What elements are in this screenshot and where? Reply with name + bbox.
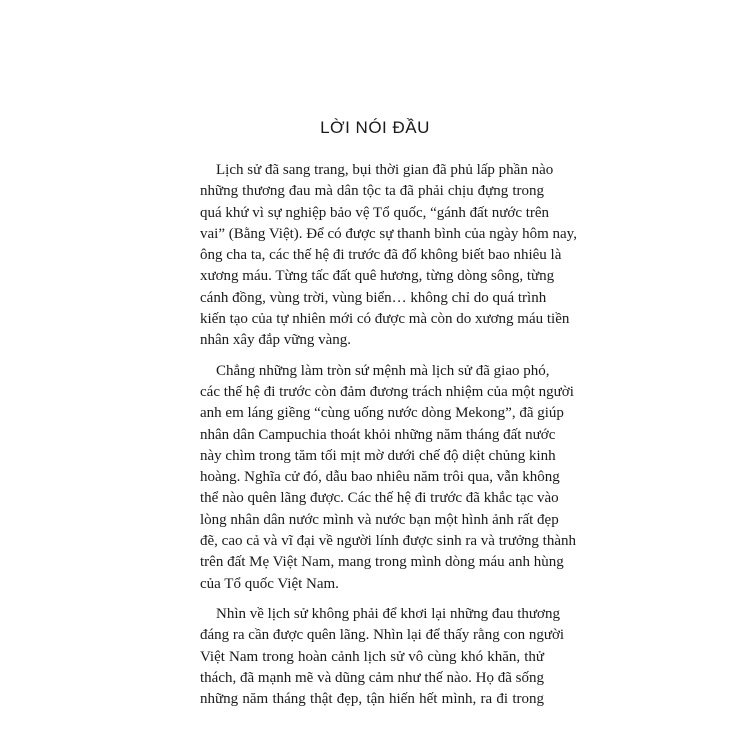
text-line: đẽ, cao cả và vĩ đại về người lính được sinh ra và trưởng thành	[200, 533, 576, 550]
text-line: Lịch sử đã sang trang, bụi thời gian đã phủ lấp phần nào	[216, 162, 554, 178]
body-text	[200, 160, 577, 719]
page-title: LỜI NÓI ĐẦU	[320, 118, 430, 137]
text-line: nhân xây đắp vững vàng.	[200, 332, 352, 349]
text-line: thách, đã mạnh mẽ và dũng cảm như thế nào. Họ đã sống	[200, 669, 544, 686]
text-line: đáng ra cần được quên lãng. Nhìn lại để thấy rằng con người	[200, 627, 565, 644]
text-line: quá khứ vì sự nghiệp bảo vệ Tổ quốc, “gánh đất nước trên	[200, 204, 550, 221]
text-line: những thương đau mà dân tộc ta đã phải chịu đựng trong	[200, 183, 544, 200]
text-line: trên đất Mẹ Việt Nam, mang trong mình dòng máu anh hùng	[200, 554, 564, 571]
text-line: xương máu. Từng tấc đất quê hương, từng dòng sông, từng	[200, 268, 555, 285]
text-line: những năm tháng thật đẹp, tận hiến hết mình, ra đi trong	[200, 691, 544, 708]
paragraph-3	[200, 604, 565, 710]
text-line: này chìm trong tăm tối mịt mờ dưới chế độ diệt chủng kinh	[200, 447, 556, 464]
paragraph-2	[200, 361, 576, 595]
text-line: của Tổ quốc Việt Nam.	[200, 575, 339, 592]
text-line: thể nào quên lãng được. Các thế hệ đi trước đã khắc tạc vào	[200, 490, 559, 507]
text-line: Việt Nam trong hoàn cảnh lịch sử vô cùng khó khăn, thử	[200, 648, 544, 665]
text-line: Nhìn về lịch sử không phải để khơi lại những đau thương	[216, 605, 560, 622]
paragraph-1	[200, 160, 577, 352]
text-line: kiến tạo của tự nhiên mới có được mà còn do xương máu tiền	[200, 311, 570, 328]
text-line: Chẳng những làm tròn sứ mệnh mà lịch sử đã giao phó,	[216, 362, 550, 379]
text-line: ông cha ta, các thế hệ đi trước đã đổ không biết bao nhiêu là	[200, 247, 562, 264]
text-line: vai” (Bằng Việt). Để có được sự thanh bình của ngày hôm nay,	[200, 225, 577, 242]
text-line: anh em láng giềng “cùng uống nước dòng Mekong”, đã giúp	[200, 405, 564, 422]
text-line: cánh đồng, vùng trời, vùng biển… không chỉ do quá trình	[200, 289, 547, 306]
text-line: lòng nhân dân nước mình và nước bạn một hình ảnh rất đẹp	[200, 511, 559, 528]
text-line: các thế hệ đi trước còn đảm đương trách nhiệm của một người	[200, 383, 574, 400]
text-line: nhân dân Campuchia thoát khỏi những năm tháng đất nước	[200, 426, 556, 443]
text-line: hoàng. Nghĩa cử đó, dẫu bao nhiêu năm trôi qua, vẫn không	[200, 469, 560, 486]
